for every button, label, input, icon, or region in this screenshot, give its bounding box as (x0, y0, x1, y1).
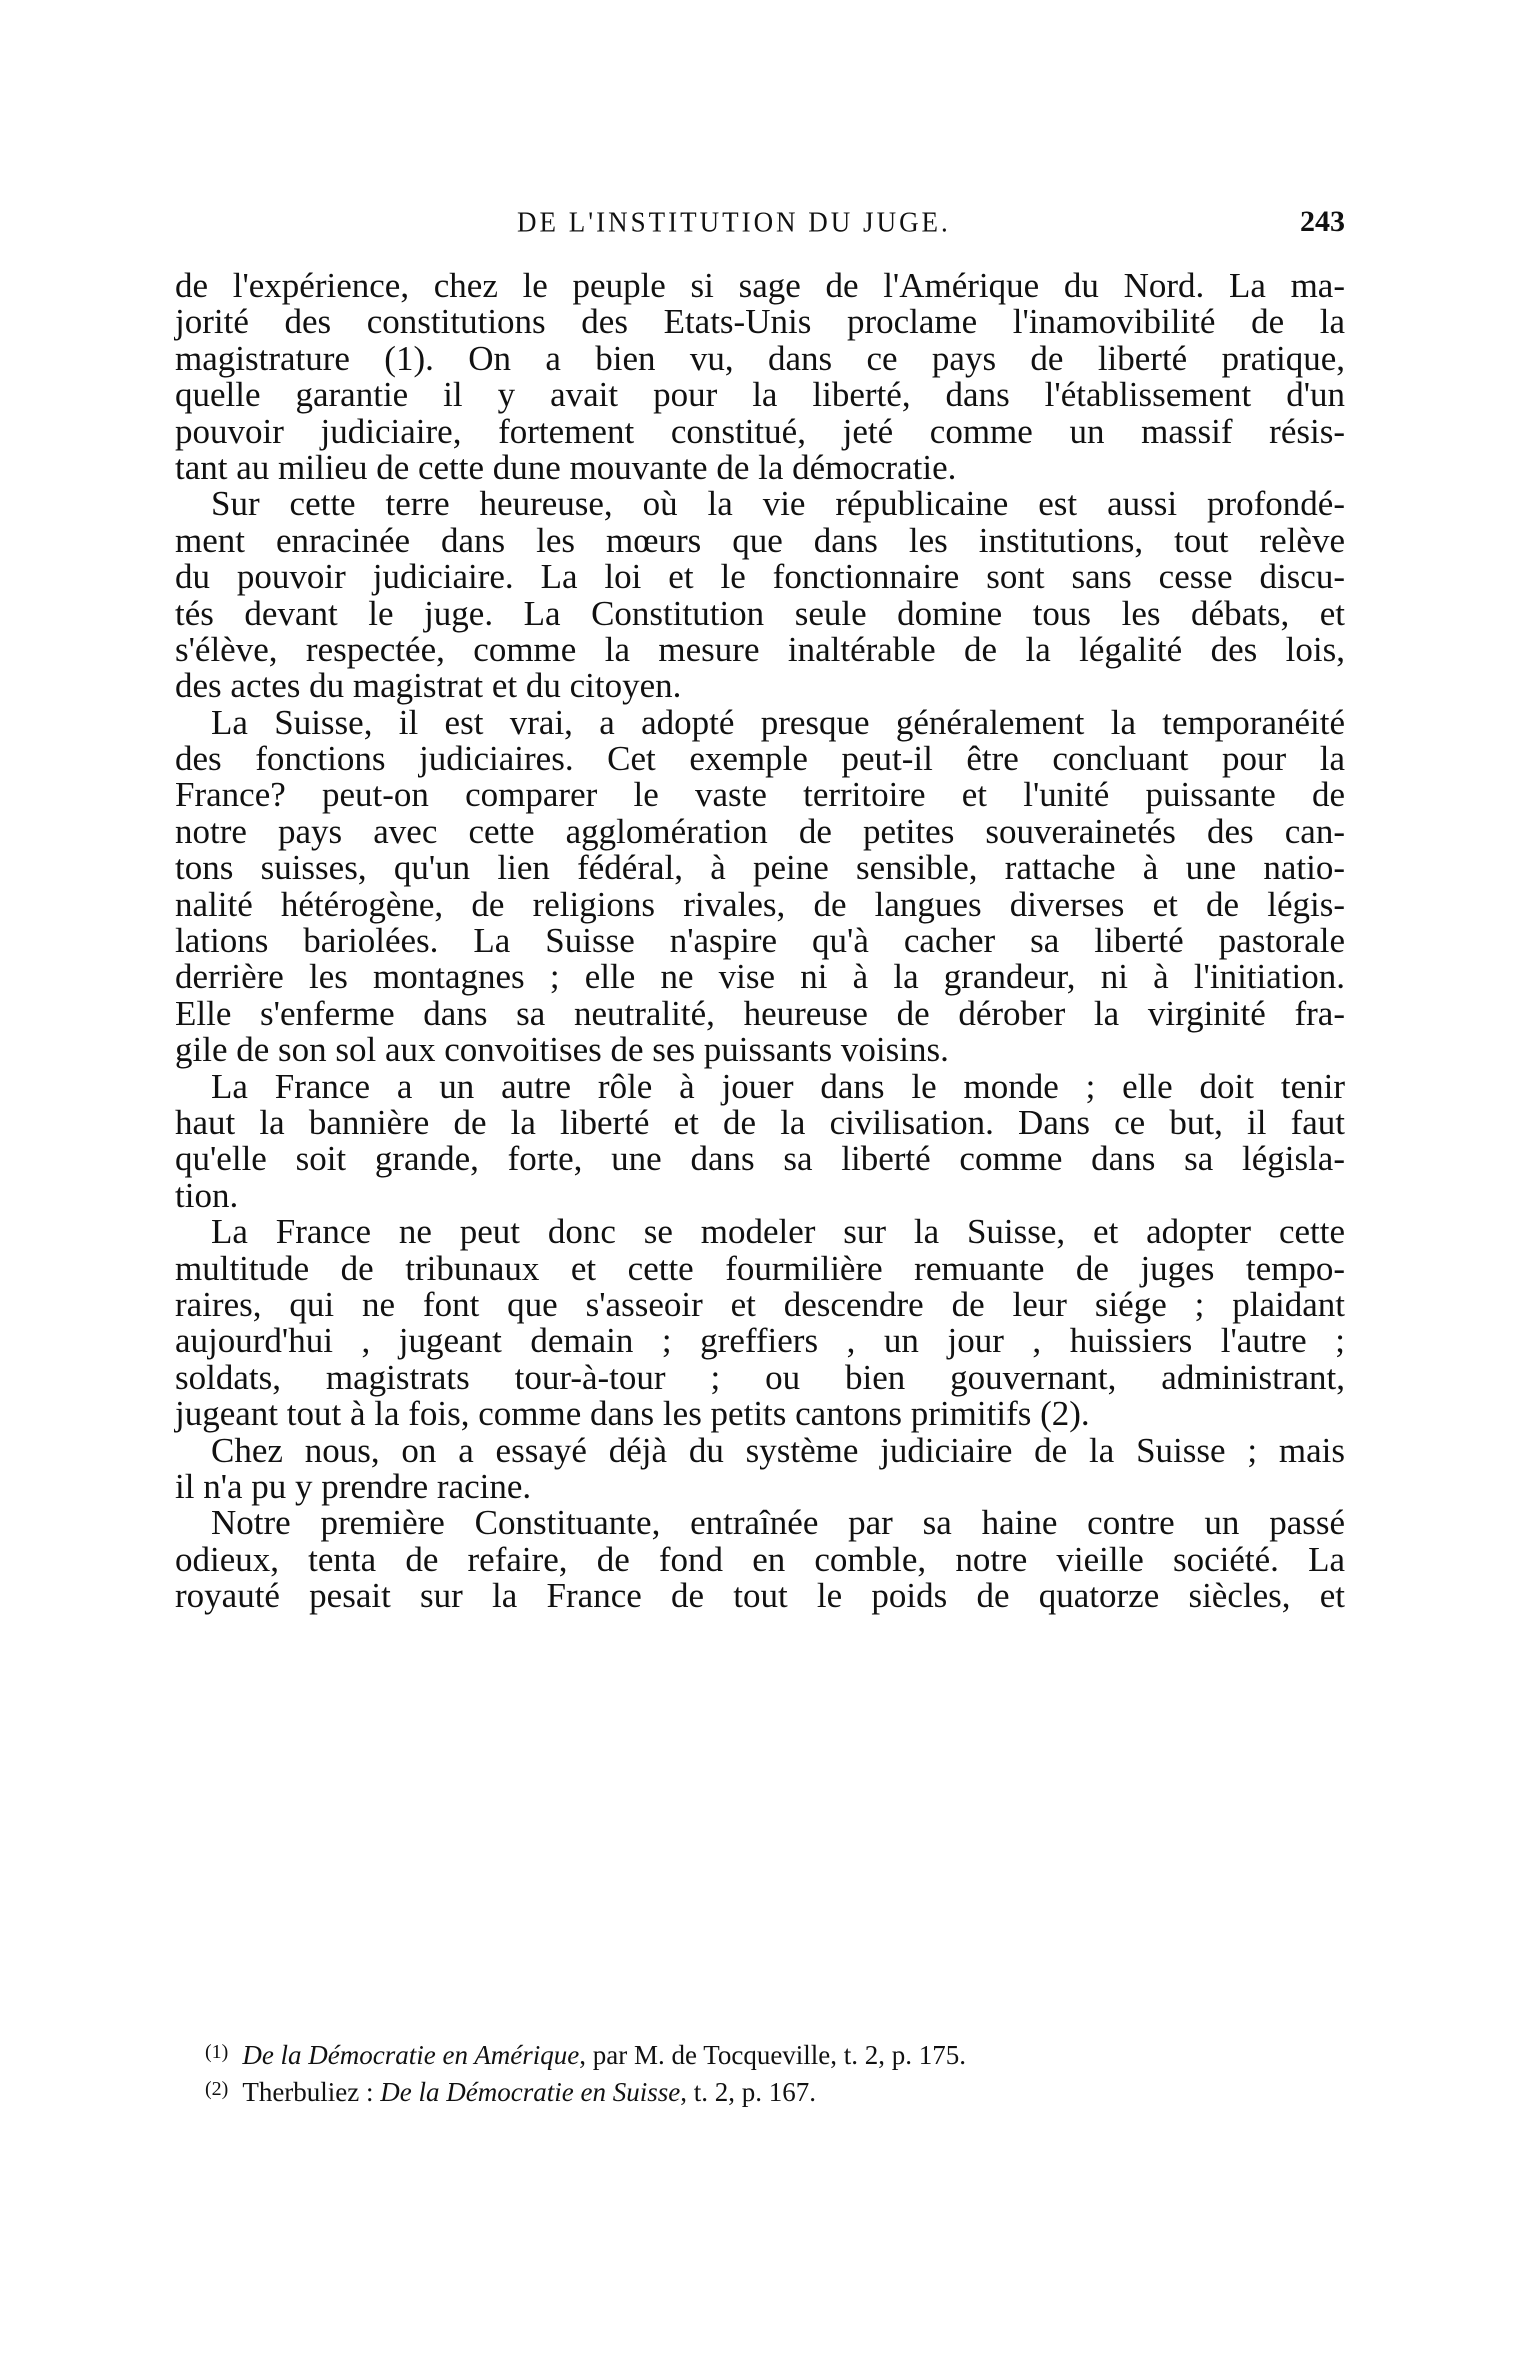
text-line: des fonctions judiciaires. Cet exemple peut-il être concluant pour la (175, 739, 1345, 779)
footnote-title: De la Démocratie en Suisse (380, 2077, 681, 2107)
text-line: soldats, magistrats tour-à-tour ; ou bien gouvernant, administrant, (175, 1357, 1345, 1397)
text-line: haut la bannière de la liberté et de la civilisation. Dans ce but, il faut (175, 1102, 1345, 1142)
footnotes (205, 2034, 1345, 2108)
text-line: qu'elle soit grande, forte, une dans sa liberté comme dans sa législa- (175, 1139, 1345, 1179)
text-line: raires, qui ne font que s'asseoir et descendre de leur siége ; plaidant (175, 1284, 1345, 1324)
text-line: La France a un autre rôle à jouer dans le monde ; elle doit tenir (211, 1066, 1345, 1106)
text-line: tons suisses, qu'un lien fédéral, à peine sensible, rattache à une natio- (175, 848, 1345, 888)
text-line: jorité des constitutions des Etats-Unis proclame l'inamovibilité de la (175, 302, 1345, 342)
footnote-marker: (2) (205, 2078, 229, 2100)
text-line: quelle garantie il y avait pour la liberté, dans l'établissement d'un (175, 375, 1345, 415)
text-line: lations bariolées. La Suisse n'aspire qu'à cacher sa liberté pastorale (175, 921, 1345, 961)
text-line: tés devant le juge. La Constitution seule domine tous les débats, et (175, 593, 1345, 633)
text-line: Notre première Constituante, entraînée par sa haine contre un passé (211, 1503, 1345, 1543)
text-line: notre pays avec cette agglomération de petites souverainetés des can- (175, 811, 1345, 851)
text-line: de l'expérience, chez le peuple si sage de l'Amérique du Nord. La ma- (175, 266, 1345, 305)
text-line: du pouvoir judiciaire. La loi et le fonctionnaire sont sans cesse discu- (175, 557, 1345, 597)
page-number: 243 (1300, 205, 1345, 238)
text-line: tion. (175, 1175, 239, 1215)
footnote-2 (205, 2071, 1345, 2108)
footnote-title: De la Démocratie en Amérique (242, 2040, 580, 2070)
text-line: multitude de tribunaux et cette fourmilière remuante de juges tempo- (175, 1248, 1345, 1288)
text-line: magistrature (1). On a bien vu, dans ce pays de liberté pratique, (175, 338, 1345, 378)
text-line: Chez nous, on a essayé déjà du système judiciaire de la Suisse ; mais (211, 1430, 1345, 1470)
text-line: Elle s'enferme dans sa neutralité, heureuse de dérober la virginité fra- (175, 993, 1345, 1033)
text-line: il n'a pu y prendre racine. (175, 1466, 532, 1506)
text-line: La France ne peut donc se modeler sur la Suisse, et adopter cette (211, 1212, 1345, 1252)
footnote-marker: (1) (205, 2041, 229, 2063)
running-head (175, 205, 1345, 239)
text-line: tant au milieu de cette dune mouvante de la démocratie. (175, 447, 957, 487)
text-line: des actes du magistrat et du citoyen. (175, 666, 682, 706)
footnote-1 (205, 2034, 1345, 2071)
text-line: Sur cette terre heureuse, où la vie républicaine est aussi profondé- (211, 484, 1345, 524)
text-line: pouvoir judiciaire, fortement constitué, jeté comme un massif résis- (175, 411, 1345, 451)
text-line: jugeant tout à la fois, comme dans les petits cantons primitifs (2). (175, 1394, 1090, 1434)
text-line: La Suisse, il est vrai, a adopté presque généralement la temporanéité (211, 702, 1345, 742)
text-line: gile de son sol aux convoitises de ses puissants voisins. (175, 1030, 949, 1070)
footnote-citation: , t. 2, p. 167. (680, 2077, 816, 2107)
footnote-author: Therbuliez : (242, 2077, 381, 2107)
text-line: nalité hétérogène, de religions rivales, de langues diverses et de légis- (175, 884, 1345, 924)
text-line: ment enracinée dans les mœurs que dans les institutions, tout relève (175, 520, 1345, 560)
text-line: s'élève, respectée, comme la mesure inaltérable de la légalité des lois, (175, 629, 1345, 669)
text-line: aujourd'hui , jugeant demain ; greffiers , un jour , huissiers l'autre ; (175, 1321, 1345, 1361)
text-line: royauté pesait sur la France de tout le poids de quatorze siècles, et (175, 1576, 1345, 1616)
text-line: France? peut-on comparer le vaste territoire et l'unité puissante de (175, 775, 1345, 815)
text-line: odieux, tenta de refaire, de fond en comble, notre vieille société. La (175, 1539, 1345, 1579)
body-text (175, 268, 1345, 1614)
footnote-citation: , par M. de Tocqueville, t. 2, p. 175. (579, 2040, 967, 2070)
running-title: DE L'INSTITUTION DU JUGE. (517, 206, 951, 238)
text-line: derrière les montagnes ; elle ne vise ni à la grandeur, ni à l'initiation. (175, 957, 1345, 997)
